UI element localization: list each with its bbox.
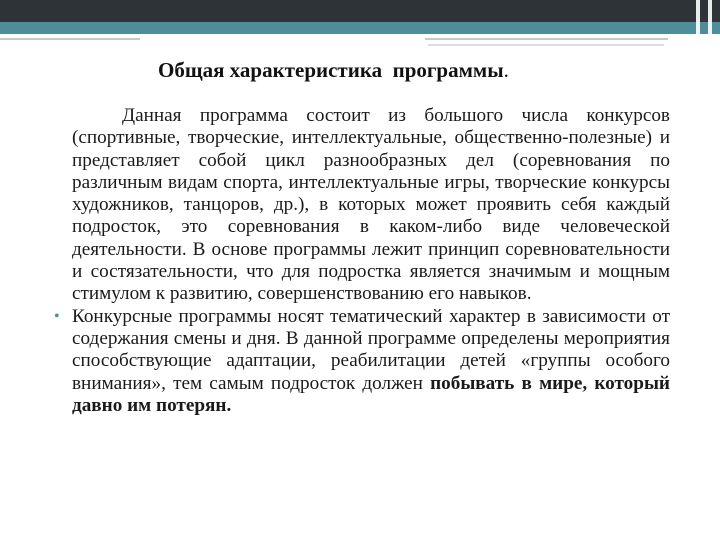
slide-title xyxy=(158,58,678,83)
paragraph-competitions-end: . xyxy=(226,394,232,416)
header-bar-teal xyxy=(0,22,720,34)
header-stripe xyxy=(696,0,700,34)
decorative-rule xyxy=(0,38,140,40)
bullet-item xyxy=(54,305,670,417)
title-text: Общая характеристика программы xyxy=(158,58,504,82)
paragraph-intro: Данная программа состоит из большого числа конкурсов (спортивные, творческие, интеллектуальные, общественно-полезные) и представляет собой цикл разнообразных дел (соревнования по различным видам спорта, интеллектуальные игры, творческие конкурсы художников, танцоров, др.), в которых может проявить себя каждый подросток, это соревнования в каком-либо виде человеческой деятельности. В основе программы лежит принцип соревновательности и состязательности, что для подростка является значимым и мощным стимулом к развитию, совершенствованию его навыков. xyxy=(72,105,670,305)
bullet-icon: • xyxy=(54,307,60,325)
title-period: . xyxy=(503,58,509,82)
paragraph-competitions-text: Конкурсные программы носят тематический характер в зависимости от содержания смены и дня. В данной программе определены мероприятия способствующие адаптации, реабилитации детей «группы особого внимания», тем самым подросток должен xyxy=(72,305,670,394)
header-stripe xyxy=(708,0,712,34)
header-bar-dark xyxy=(0,0,720,22)
paragraph-competitions-bold: побывать в мире, который давно им потерян xyxy=(72,372,670,416)
paragraph-competitions xyxy=(72,306,670,417)
slide-body xyxy=(54,105,670,417)
decorative-rule xyxy=(425,38,668,40)
decorative-rule xyxy=(428,44,664,46)
